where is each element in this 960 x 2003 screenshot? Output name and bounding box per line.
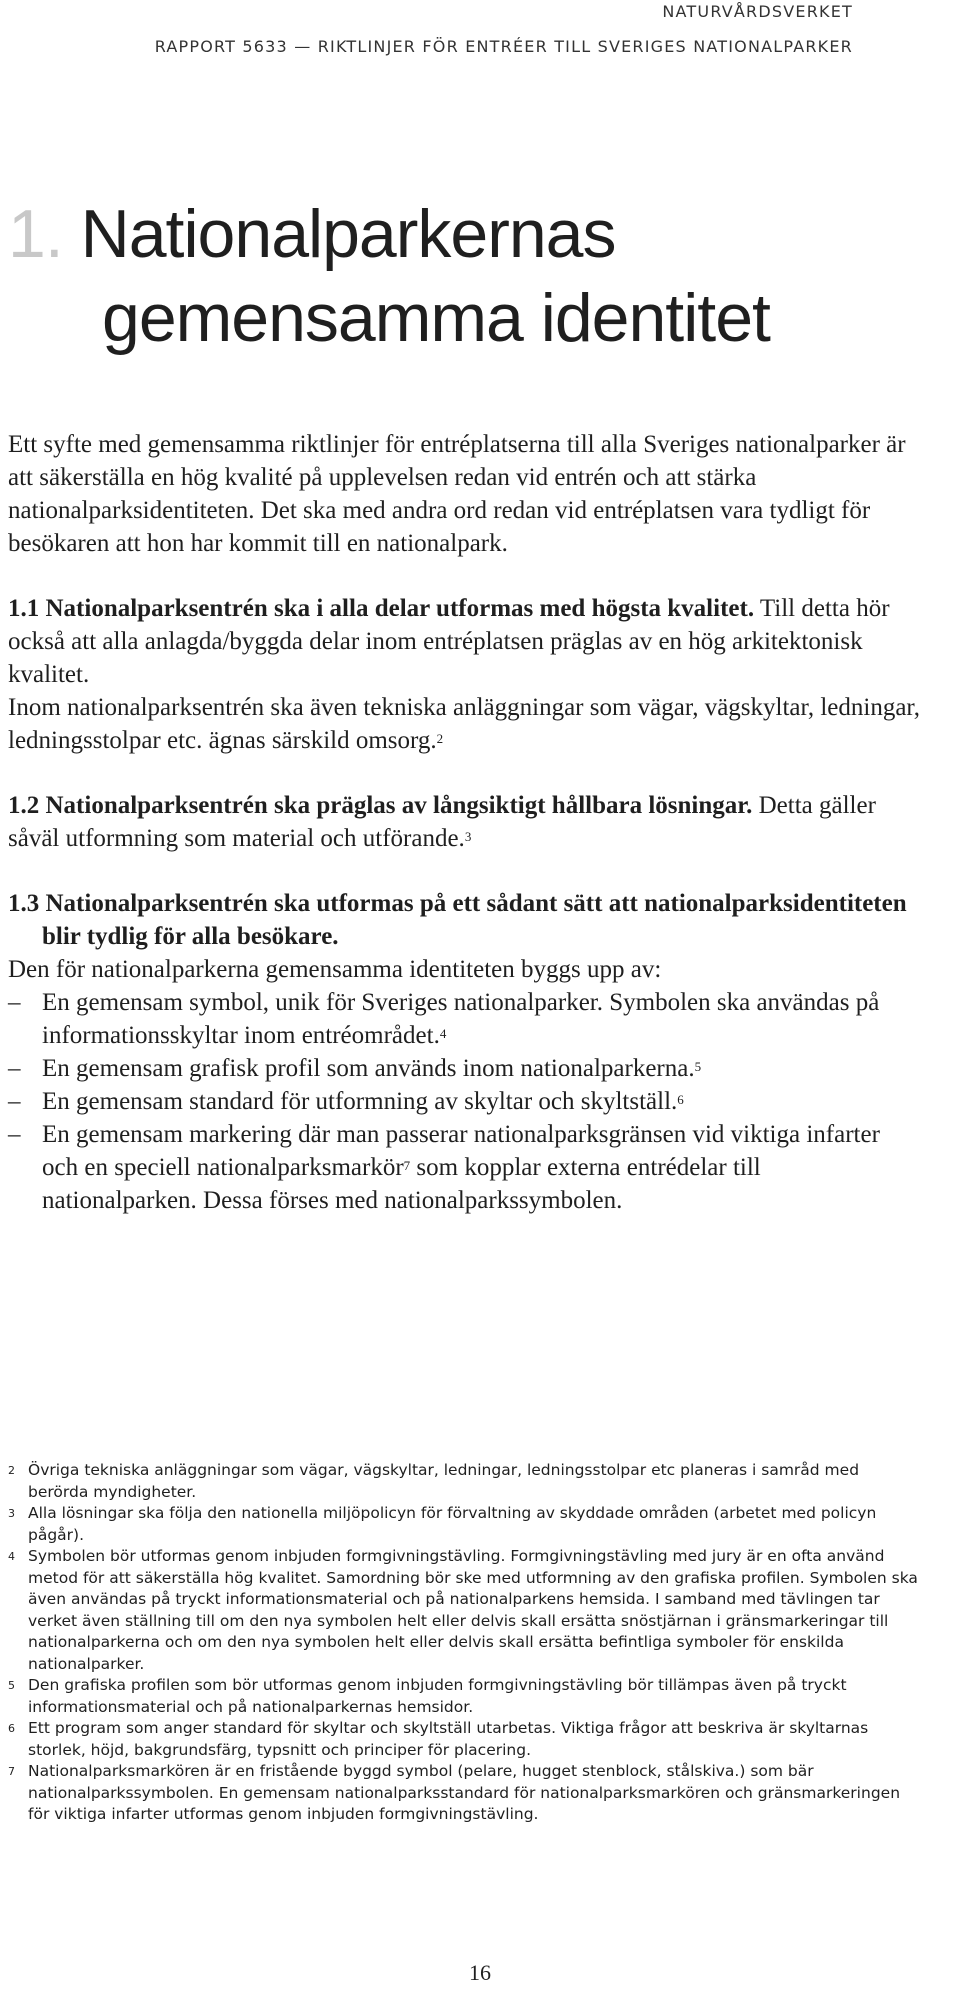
- header-report: RAPPORT 5633 — RIKTLINJER FÖR ENTRÉER TILL SVERIGES NATIONALPARKER: [154, 37, 853, 56]
- footnote-text: Nationalparksmarkören är en fristående byggd symbol (pelare, hugget stenblock, stålskiva.) som bär nationalparkssymbolen. En gemensam nationalparksstandard för nationalparksmarkören och gränsmarkeringen för viktiga infarter utformas genom inbjuden formgivningstävling.: [28, 1762, 901, 1823]
- footnote-ref-4: 4: [439, 1026, 447, 1041]
- chapter-number: 1.: [8, 196, 63, 272]
- list-item-1-text: En gemensam symbol, unik för Sveriges nationalparker. Symbolen ska användas på informationsskyltar inom entréområdet.: [42, 989, 880, 1049]
- footnote-ref-2: 2: [436, 731, 444, 746]
- footnote-number: 6: [8, 1722, 15, 1735]
- dash-bullet: –: [8, 1121, 21, 1148]
- footnotes: [8, 1460, 920, 1826]
- footnote: [8, 1718, 920, 1761]
- footnote-ref-5: 5: [694, 1059, 702, 1074]
- title-line-2: gemensamma identitet: [102, 280, 770, 356]
- list-item: [8, 1085, 920, 1118]
- intro-paragraph: Ett syfte med gemensamma riktlinjer för entréplatserna till alla Sveriges nationalparker är att säkerställa en hög kvalité på upplevelsen redan vid entrén och att stärka nationalparksidentiteten. Det ska med andra ord redan vid entréplatsen vara tydligt för besökaren att hon har kommit till en nationalpark.: [8, 431, 906, 557]
- footnote: [8, 1675, 920, 1718]
- footnote: [8, 1546, 920, 1675]
- section-1-1-text2: Inom nationalparksentrén ska även tekniska anläggningar som vägar, vägskyltar, ledningar, ledningsstolpar etc. ägnas särskild omsorg.: [8, 694, 920, 754]
- footnote-number: 2: [8, 1464, 15, 1477]
- footnote: [8, 1761, 920, 1826]
- list-item: [8, 1118, 920, 1217]
- header-org: NATURVÅRDSVERKET: [662, 2, 853, 21]
- footnote: [8, 1460, 920, 1503]
- footnote-number: 7: [8, 1765, 15, 1778]
- body-text: [8, 428, 920, 1217]
- footnote-text: Övriga tekniska anläggningar som vägar, vägskyltar, ledningar, ledningsstolpar etc planeras i samråd med berörda myndigheter.: [28, 1461, 860, 1501]
- footnote-ref-3: 3: [464, 829, 472, 844]
- dash-bullet: –: [8, 989, 21, 1016]
- section-1-1-text: Till detta hör också att alla anlagda/byggda delar inom entréplatsen präglas av en hög arkitektonisk kvalitet.: [8, 595, 890, 688]
- footnote-text: Alla lösningar ska följa den nationella miljöpolicyn för förvaltning av skyddade områden (arbetet med policyn pågår).: [28, 1504, 877, 1544]
- list-item-4-text: En gemensam markering där man passerar nationalparksgränsen vid viktiga infarter och en speciell nationalparksmarkör: [42, 1121, 880, 1181]
- chapter-title: [8, 192, 770, 360]
- list-item-4-text-cont: som kopplar externa entrédelar till nationalparken. Dessa förses med nationalparkssymbolen.: [42, 1154, 761, 1214]
- list-item-2-text: En gemensam grafisk profil som används inom nationalparkerna.: [42, 1055, 695, 1082]
- page-number: 16: [469, 1960, 491, 1985]
- footnote-ref-6: 6: [677, 1092, 684, 1107]
- footnote-text: Ett program som anger standard för skyltar och skyltställ utarbetas. Viktiga frågor att beskriva är skyltarnas storlek, höjd, bakgrundsfärg, typsnitt och principer för placering.: [28, 1719, 869, 1759]
- list-item: [8, 986, 920, 1052]
- section-1-3-intro: Den för nationalparkerna gemensamma identiteten byggs upp av:: [8, 956, 662, 983]
- footnote-number: 5: [8, 1679, 15, 1692]
- section-1-2-heading: 1.2 Nationalparksentrén ska präglas av långsiktigt hållbara lösningar.: [8, 792, 753, 819]
- title-line-1: Nationalparkernas: [80, 196, 616, 272]
- footnote-number: 3: [8, 1507, 15, 1520]
- footnote-ref-7: 7: [403, 1158, 411, 1173]
- footnote-text: Symbolen bör utformas genom inbjuden formgivningstävling. Formgivningstävling med jury är en ofta använd metod för att säkerställa hög kvalitet. Samordning bör ske med utformning av den grafiska profilen. Symbolen ska även användas på tryckt informationsmaterial och på nationalparkens hemsida. I samband med tävlingen tar verket även ställning till om den nya symbolen helt eller delvis skall ersätta snöstjärnan i gränsmarkeringar till nationalparkerna och om den nya symbolen helt eller delvis skall ersätta befintliga symboler för enskilda nationalparker.: [28, 1547, 918, 1673]
- section-1-1-heading: 1.1 Nationalparksentrén ska i alla delar utformas med högsta kvalitet.: [8, 595, 755, 622]
- section-1-1-para2: [8, 691, 920, 757]
- footnote-number: 4: [8, 1550, 15, 1563]
- section-1-2: [8, 789, 920, 855]
- footnote: [8, 1503, 920, 1546]
- section-1-1: [8, 592, 920, 691]
- list-item: [8, 1052, 920, 1085]
- section-1-2-text: Detta gäller såväl utformning som material och utförande.: [8, 792, 876, 852]
- list-item-3-text: En gemensam standard för utformning av skyltar och skyltställ.: [42, 1088, 678, 1115]
- footnote-text: Den grafiska profilen som bör utformas genom inbjuden formgivningstävling bör tillämpas även på tryckt informationsmaterial och på nationalparkernas hemsidor.: [28, 1676, 847, 1716]
- dash-bullet: –: [8, 1088, 21, 1115]
- section-1-3-heading: 1.3 Nationalparksentrén ska utformas på ett sådant sätt att nationalparksidentiteten blir tydlig för alla besökare.: [8, 890, 907, 950]
- dash-bullet: –: [8, 1055, 21, 1082]
